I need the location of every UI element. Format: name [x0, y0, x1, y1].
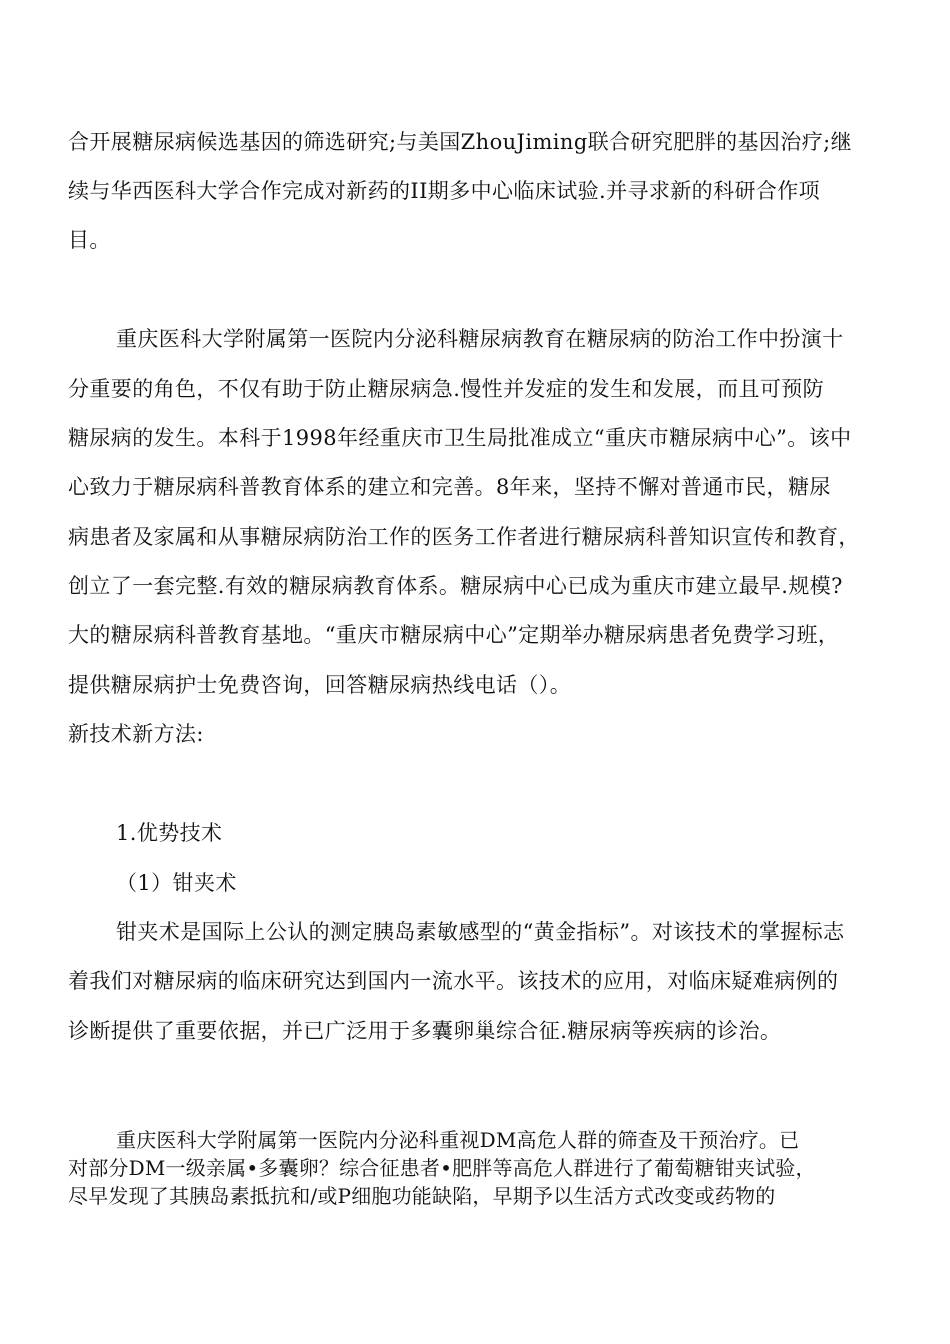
- paragraph-3-line-1: 钳夹术是国际上公认的测定胰岛素敏感型的“黄金指标”。对该技术的掌握标志: [116, 920, 845, 944]
- paragraph-3-line-3: 诊断提供了重要依据，并已广泛用于多囊卵巢综合征.糖尿病等疾病的诊治。: [68, 1019, 782, 1043]
- paragraph-2-line-3: 糖尿病的发生。本科于1998年经重庆市卫生局批准成立“重庆市糖尿病中心”。该中: [68, 426, 852, 450]
- paragraph-2-line-2: 分重要的角色，不仅有助于防止糖尿病急.慢性并发症的发生和发展，而且可预防: [68, 377, 825, 401]
- paragraph-1-line-1: 合开展糖尿病候选基因的筛选研究;与美国ZhouJiming联合研究肥胖的基因治疗;继: [68, 130, 852, 154]
- paragraph-2-line-1: 重庆医科大学附属第一医院内分泌科糖尿病教育在糖尿病的防治工作中扮演十: [116, 327, 844, 351]
- paragraph-1-line-2: 续与华西医科大学合作完成对新药的II期多中心临床试验.并寻求新的科研合作项: [68, 179, 821, 203]
- heading-clamp: （1）钳夹术: [116, 871, 237, 895]
- paragraph-2-line-4: 心致力于糖尿病科普教育体系的建立和完善。8年来，坚持不懈对普通市民，糖尿: [68, 475, 831, 499]
- paragraph-1-line-3: 目。: [68, 228, 111, 252]
- paragraph-2-line-5: 病患者及家属和从事糖尿病防治工作的医务工作者进行糖尿病科普知识宣传和教育，: [68, 525, 860, 549]
- heading-new-tech: 新技术新方法:: [68, 722, 204, 746]
- paragraph-2-line-6: 创立了一套完整.有效的糖尿病教育体系。糖尿病中心已成为重庆市建立最早.规模?: [68, 574, 843, 598]
- heading-advantage: 1.优势技术: [116, 821, 223, 845]
- paragraph-4-line-3: 尽早发现了其胰岛素抵抗和/或P细胞功能缺陷，早期予以生活方式改变或药物的: [68, 1184, 776, 1208]
- paragraph-4-line-2: 对部分DM一级亲属•多囊卵？综合征患者•肥胖等高危人群进行了葡萄糖钳夹试验，: [68, 1156, 816, 1180]
- paragraph-2-line-8: 提供糖尿病护士免费咨询，回答糖尿病热线电话（）。: [68, 673, 572, 697]
- paragraph-3-line-2: 着我们对糖尿病的临床研究达到国内一流水平。该技术的应用，对临床疑难病例的: [68, 969, 839, 993]
- paragraph-4-line-1: 重庆医科大学附属第一医院内分泌科重视DM高危人群的筛查及干预治疗。已: [116, 1128, 800, 1152]
- paragraph-2-line-7: 大的糖尿病科普教育基地。“重庆市糖尿病中心”定期举办糖尿病患者免费学习班，: [68, 623, 840, 647]
